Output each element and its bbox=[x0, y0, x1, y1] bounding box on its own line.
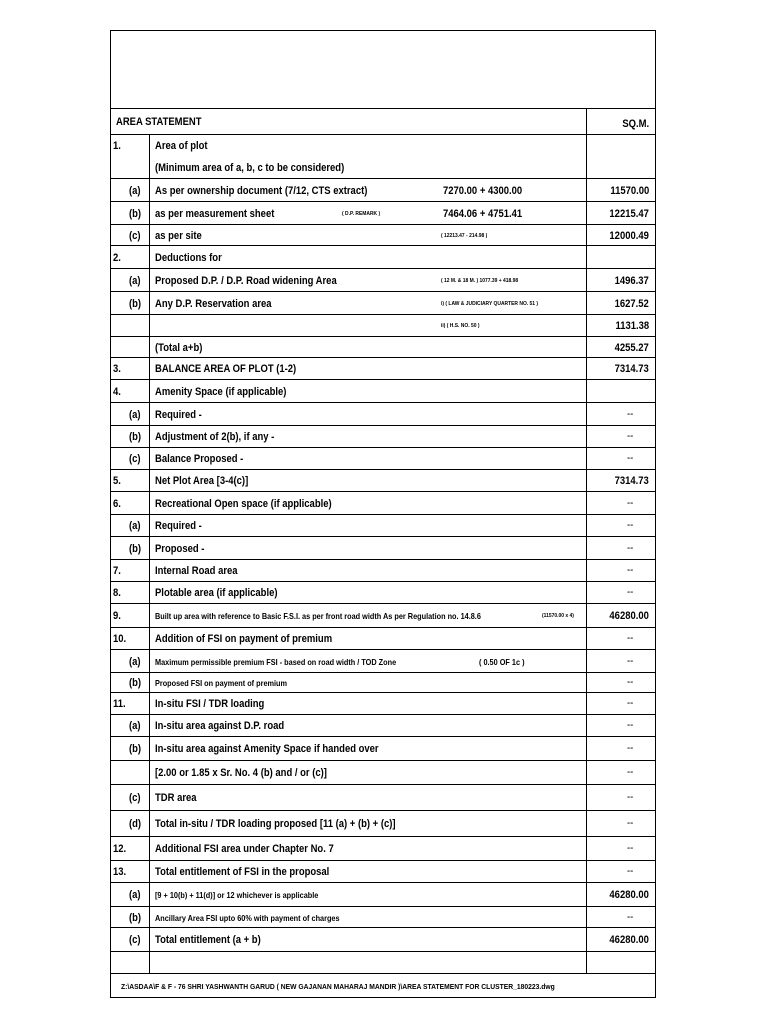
item-label: Plotable area (if applicable) bbox=[155, 587, 278, 599]
serial-number: (a) bbox=[129, 185, 141, 197]
value-cell bbox=[586, 907, 655, 927]
serial-number: (c) bbox=[129, 792, 141, 804]
area-value: -- bbox=[626, 842, 633, 854]
item-label: Deductions for bbox=[155, 252, 222, 264]
area-value: 7314.73 bbox=[614, 475, 649, 487]
serial-number: (b) bbox=[129, 431, 142, 443]
item-label: Area of plot bbox=[155, 140, 208, 152]
serial-number: (a) bbox=[129, 409, 141, 421]
serial-number: (a) bbox=[129, 720, 141, 732]
item-label: as per measurement sheet bbox=[155, 208, 275, 220]
item-label: Recreational Open space (if applicable) bbox=[155, 498, 332, 510]
table-row bbox=[111, 693, 655, 715]
area-statement-sheet bbox=[110, 30, 656, 998]
serial-number: (b) bbox=[129, 677, 142, 689]
serial-number: (b) bbox=[129, 743, 142, 755]
serial-cell bbox=[111, 315, 150, 336]
value-cell bbox=[586, 515, 655, 536]
item-label: Ancillary Area FSI upto 60% with payment of charges bbox=[155, 913, 340, 923]
area-value: -- bbox=[626, 542, 633, 554]
unit-label: SQ.M. bbox=[622, 118, 649, 130]
value-cell bbox=[586, 403, 655, 425]
serial-cell bbox=[111, 337, 150, 357]
area-value: -- bbox=[626, 452, 633, 464]
area-value: -- bbox=[626, 564, 633, 576]
calculation: 7270.00 + 4300.00 bbox=[443, 185, 523, 197]
serial-cell bbox=[111, 157, 150, 178]
table-row bbox=[111, 604, 655, 628]
serial-number: 6. bbox=[113, 498, 121, 510]
value-cell bbox=[586, 952, 655, 973]
title-block bbox=[111, 31, 655, 109]
table-row bbox=[111, 135, 655, 157]
item-label: In-situ area against Amenity Space if handed over bbox=[155, 743, 379, 755]
area-value: 1627.52 bbox=[614, 298, 649, 310]
remark-note: ( 12213.47 - 214.98 ) bbox=[441, 233, 488, 239]
table-row bbox=[111, 650, 655, 673]
area-value: 12215.47 bbox=[609, 208, 649, 220]
area-value: 4255.27 bbox=[614, 342, 649, 354]
item-label: Net Plot Area [3-4(c)] bbox=[155, 475, 249, 487]
serial-number: 12. bbox=[113, 843, 127, 855]
item-label: In-situ area against D.P. road bbox=[155, 720, 285, 732]
area-value: 46280.00 bbox=[609, 889, 649, 901]
serial-number: 3. bbox=[113, 363, 121, 375]
area-value: 1496.37 bbox=[614, 275, 649, 287]
area-value: 46280.00 bbox=[609, 934, 649, 946]
item-label: Total entitlement of FSI in the proposal bbox=[155, 866, 330, 878]
table-row bbox=[111, 628, 655, 650]
value-cell bbox=[586, 737, 655, 760]
serial-number: 10. bbox=[113, 633, 127, 645]
item-label: Any D.P. Reservation area bbox=[155, 298, 272, 310]
value-cell bbox=[586, 628, 655, 649]
serial-number: 9. bbox=[113, 610, 121, 622]
table-row bbox=[111, 269, 655, 292]
serial-number: (a) bbox=[129, 275, 141, 287]
file-path-footer: Z:\ASDAA\F & F - 76 SHRI YASHWANTH GARUD ( NEW GAJANAN MAHARAJ MANDIR )\AREA STATEMENT FOR CLUSTER_180223.dwg bbox=[121, 982, 555, 991]
item-label: TDR area bbox=[155, 792, 197, 804]
serial-number: (c) bbox=[129, 453, 141, 465]
serial-number: (c) bbox=[129, 934, 141, 946]
serial-number: (b) bbox=[129, 543, 142, 555]
table-row bbox=[111, 785, 655, 811]
area-value: 11570.00 bbox=[610, 185, 649, 197]
area-value: -- bbox=[626, 655, 633, 667]
serial-number: (b) bbox=[129, 912, 142, 924]
serial-number: 13. bbox=[113, 866, 127, 878]
serial-number: (a) bbox=[129, 889, 141, 901]
remark-note: ( D.P. REMARK ) bbox=[342, 211, 381, 217]
value-cell bbox=[586, 492, 655, 514]
value-cell bbox=[586, 811, 655, 836]
table-row bbox=[111, 403, 655, 426]
value-cell bbox=[586, 715, 655, 736]
item-label: Proposed - bbox=[155, 543, 205, 555]
table-row bbox=[111, 492, 655, 515]
area-value: -- bbox=[626, 497, 633, 509]
value-cell bbox=[586, 380, 655, 402]
table-row bbox=[111, 426, 655, 448]
item-label: Total in-situ / TDR loading proposed [11 (a) + (b) + (c)] bbox=[155, 818, 396, 830]
remark-note: i) ( LAW & JUDICIARY QUARTER NO. 51 ) bbox=[441, 301, 539, 307]
item-label: [2.00 or 1.85 x Sr. No. 4 (b) and / or (c)] bbox=[155, 767, 327, 779]
area-value: -- bbox=[626, 430, 633, 442]
table-title: AREA STATEMENT bbox=[116, 116, 202, 128]
item-label: BALANCE AREA OF PLOT (1-2) bbox=[155, 363, 297, 375]
area-value: -- bbox=[626, 697, 633, 709]
serial-number: 4. bbox=[113, 386, 121, 398]
area-value: -- bbox=[626, 791, 633, 803]
table-row bbox=[111, 928, 655, 952]
item-label: Adjustment of 2(b), if any - bbox=[155, 431, 275, 443]
value-cell bbox=[586, 761, 655, 784]
area-value: -- bbox=[626, 766, 633, 778]
remark-note: ( 12 M. & 18 M. ) 1077.39 + 418.98 bbox=[441, 278, 519, 284]
table-row bbox=[111, 560, 655, 582]
remark-note: ii) ( H.S. NO. 50 ) bbox=[441, 323, 480, 329]
value-cell bbox=[586, 157, 655, 178]
table-row bbox=[111, 225, 655, 246]
item-label: Built up area with reference to Basic F.S.I. as per front road width As per Regulation no. 14.8.6 bbox=[155, 611, 481, 621]
area-value: -- bbox=[626, 632, 633, 644]
item-label: Balance Proposed - bbox=[155, 453, 244, 465]
table-row bbox=[111, 673, 655, 693]
serial-number: (a) bbox=[129, 520, 141, 532]
value-cell bbox=[586, 861, 655, 882]
serial-number: (b) bbox=[129, 298, 142, 310]
area-value: -- bbox=[626, 719, 633, 731]
item-label: [9 + 10(b) + 11(d)] or 12 whichever is applicable bbox=[155, 890, 319, 900]
value-cell bbox=[586, 693, 655, 714]
value-cell bbox=[586, 135, 655, 157]
table-row bbox=[111, 715, 655, 737]
item-label: (Minimum area of a, b, c to be considered) bbox=[155, 162, 345, 174]
item-label: as per site bbox=[155, 230, 202, 242]
area-value: -- bbox=[626, 676, 633, 688]
item-label: Addition of FSI on payment of premium bbox=[155, 633, 333, 645]
value-cell bbox=[586, 448, 655, 469]
table-row bbox=[111, 157, 655, 179]
table-row bbox=[111, 883, 655, 907]
value-cell bbox=[586, 560, 655, 581]
item-label: Total entitlement (a + b) bbox=[155, 934, 261, 946]
item-label: Amenity Space (if applicable) bbox=[155, 386, 287, 398]
area-value: -- bbox=[626, 742, 633, 754]
value-cell bbox=[586, 582, 655, 603]
table-header-row bbox=[111, 109, 655, 135]
area-value: 1131.38 bbox=[615, 320, 649, 332]
table-row bbox=[111, 907, 655, 928]
value-cell bbox=[586, 837, 655, 860]
table-row bbox=[111, 246, 655, 269]
item-label: Internal Road area bbox=[155, 565, 238, 577]
item-label: Required - bbox=[155, 409, 202, 421]
table-row bbox=[111, 315, 655, 337]
table-row bbox=[111, 515, 655, 537]
table-row bbox=[111, 448, 655, 470]
calculation: 7464.06 + 4751.41 bbox=[443, 208, 523, 220]
table-row bbox=[111, 861, 655, 883]
serial-number: (d) bbox=[129, 818, 142, 830]
table-row bbox=[111, 380, 655, 403]
item-label: Additional FSI area under Chapter No. 7 bbox=[155, 843, 334, 855]
table-row bbox=[111, 179, 655, 202]
value-cell bbox=[586, 650, 655, 672]
value-cell bbox=[586, 246, 655, 268]
area-value: -- bbox=[626, 817, 633, 829]
serial-number: (b) bbox=[129, 208, 142, 220]
table-row bbox=[111, 952, 655, 974]
serial-cell bbox=[111, 761, 150, 784]
item-label: Maximum permissible premium FSI - based on road width / TOD Zone bbox=[155, 657, 397, 667]
value-cell bbox=[586, 537, 655, 559]
table-row bbox=[111, 582, 655, 604]
item-label: Proposed D.P. / D.P. Road widening Area bbox=[155, 275, 337, 287]
table-row bbox=[111, 202, 655, 225]
item-label: As per ownership document (7/12, CTS extract) bbox=[155, 185, 368, 197]
area-value: -- bbox=[626, 519, 633, 531]
item-label: (Total a+b) bbox=[155, 342, 203, 354]
calculation: ( 0.50 OF 1c ) bbox=[479, 657, 525, 667]
area-value: 46280.00 bbox=[609, 610, 649, 622]
value-cell bbox=[586, 785, 655, 810]
table-row bbox=[111, 737, 655, 761]
remark-note: (11570.00 x 4) bbox=[542, 613, 574, 619]
table-row bbox=[111, 358, 655, 380]
value-cell bbox=[586, 673, 655, 692]
serial-cell bbox=[111, 952, 150, 973]
area-value: -- bbox=[626, 408, 633, 420]
item-label: Proposed FSI on payment of premium bbox=[155, 678, 288, 688]
serial-number: 7. bbox=[113, 565, 121, 577]
area-value: -- bbox=[626, 911, 633, 923]
table-row bbox=[111, 337, 655, 358]
serial-number: 8. bbox=[113, 587, 121, 599]
serial-number: 5. bbox=[113, 475, 121, 487]
table-row bbox=[111, 537, 655, 560]
area-value: 7314.73 bbox=[614, 363, 649, 375]
area-value: -- bbox=[626, 586, 633, 598]
serial-number: 11. bbox=[113, 698, 126, 710]
table-row bbox=[111, 811, 655, 837]
area-value: 12000.49 bbox=[609, 230, 649, 242]
table-row bbox=[111, 837, 655, 861]
table-row bbox=[111, 292, 655, 315]
table-row bbox=[111, 761, 655, 785]
item-label: In-situ FSI / TDR loading bbox=[155, 698, 265, 710]
serial-number: (c) bbox=[129, 230, 141, 242]
serial-number: 2. bbox=[113, 252, 121, 264]
area-value: -- bbox=[626, 865, 633, 877]
item-label: Required - bbox=[155, 520, 202, 532]
serial-number: (a) bbox=[129, 656, 141, 668]
table-row bbox=[111, 470, 655, 492]
value-cell bbox=[586, 426, 655, 447]
serial-number: 1. bbox=[113, 140, 121, 152]
